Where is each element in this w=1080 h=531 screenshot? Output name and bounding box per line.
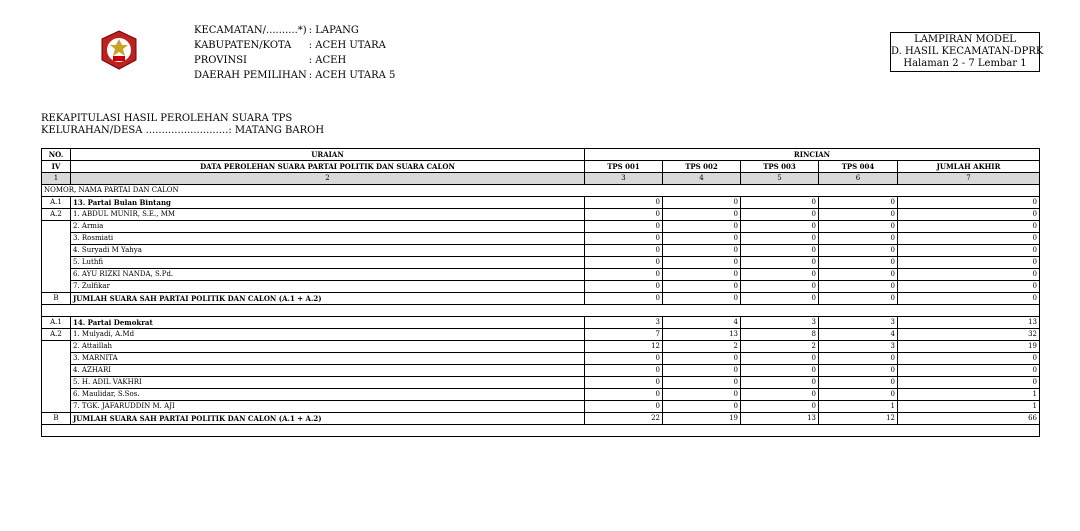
row-value: 0	[663, 281, 741, 293]
row-value: 3	[741, 317, 819, 329]
row-value: 0	[663, 245, 741, 257]
row-value: 0	[898, 233, 1040, 245]
row-value: 1	[898, 389, 1040, 401]
row-value: 0	[898, 353, 1040, 365]
row-value: 0	[898, 281, 1040, 293]
row-value: 0	[898, 221, 1040, 233]
row-value: 0	[898, 197, 1040, 209]
row-value: 32	[898, 329, 1040, 341]
row-value: 1	[898, 401, 1040, 413]
kpu-logo	[100, 30, 138, 70]
row-name: 14. Partai Demokrat	[71, 317, 585, 329]
lampiran-box	[890, 32, 1044, 72]
table-row	[42, 341, 1040, 353]
row-no	[42, 281, 71, 293]
row-value: 0	[741, 353, 819, 365]
row-no	[42, 245, 71, 257]
row-name: 4. AZHARI	[71, 365, 585, 377]
row-value: 0	[663, 365, 741, 377]
row-name: 5. Luthfi	[71, 257, 585, 269]
header-label: DAERAH PEMILIHAN	[194, 70, 307, 81]
row-value: 0	[819, 353, 898, 365]
col-index: 1	[42, 173, 71, 185]
row-value: 0	[741, 281, 819, 293]
row-value: 4	[819, 329, 898, 341]
col-index: 6	[819, 173, 898, 185]
lampiran-line-2: D. HASIL KECAMATAN-DPRK	[891, 46, 1044, 57]
row-name: 3. Rosmiati	[71, 233, 585, 245]
row-no: A.1	[42, 197, 71, 209]
col-header-5: JUMLAH AKHIR	[898, 161, 1040, 173]
row-value: 0	[663, 197, 741, 209]
row-no	[42, 365, 71, 377]
row-value: 0	[741, 401, 819, 413]
col-index: 7	[898, 173, 1040, 185]
row-value: 0	[819, 377, 898, 389]
row-value: 0	[819, 257, 898, 269]
row-name: 7. TGK. JAFARUDDIN M. AJI	[71, 401, 585, 413]
table-row	[42, 281, 1040, 293]
row-value: 12	[819, 413, 898, 425]
row-name: JUMLAH SUARA SAH PARTAI POLITIK DAN CALON (A.1 + A.2)	[71, 293, 585, 305]
row-name: 6. Maulidar, S.Sos.	[71, 389, 585, 401]
row-value: 0	[663, 293, 741, 305]
row-name: 5. H. ADIL VAKHRI	[71, 377, 585, 389]
header-row	[194, 39, 395, 52]
lampiran-line-1: LAMPIRAN MODEL	[914, 34, 1016, 45]
row-value: 0	[741, 269, 819, 281]
row-value: 66	[898, 413, 1040, 425]
row-value: 0	[819, 389, 898, 401]
row-value: 0	[741, 389, 819, 401]
row-no	[42, 353, 71, 365]
table-row	[42, 209, 1040, 221]
header-label: KABUPATEN/KOTA	[194, 40, 292, 51]
table-row	[42, 329, 1040, 341]
row-value: 0	[585, 353, 663, 365]
row-value: 0	[741, 257, 819, 269]
title-line-1: REKAPITULASI HASIL PEROLEHAN SUARA TPS	[41, 113, 293, 124]
header-label: PROVINSI	[194, 55, 248, 66]
row-value: 19	[663, 413, 741, 425]
table-row	[42, 401, 1040, 413]
row-value: 4	[663, 317, 741, 329]
row-value: 0	[663, 353, 741, 365]
table-row	[42, 365, 1040, 377]
row-value: 0	[819, 293, 898, 305]
row-value: 0	[741, 233, 819, 245]
row-value: 3	[585, 317, 663, 329]
row-value: 13	[898, 317, 1040, 329]
row-value: 0	[585, 233, 663, 245]
table-row	[42, 293, 1040, 305]
row-value: 0	[898, 365, 1040, 377]
row-value: 0	[819, 281, 898, 293]
row-value: 0	[898, 269, 1040, 281]
header-value: : ACEH	[308, 55, 347, 66]
row-value: 0	[819, 269, 898, 281]
col-rincian-header: RINCIAN	[585, 149, 1040, 161]
row-value: 0	[585, 389, 663, 401]
row-value: 0	[819, 221, 898, 233]
row-name: 2. Armia	[71, 221, 585, 233]
col-header-1: TPS 001	[585, 161, 663, 173]
row-value: 2	[741, 341, 819, 353]
row-name: 3. MARNITA	[71, 353, 585, 365]
col-data-header: DATA PEROLEHAN SUARA PARTAI POLITIK DAN SUARA CALON	[71, 161, 585, 173]
row-value: 0	[898, 245, 1040, 257]
row-value: 0	[819, 365, 898, 377]
header-value: : ACEH UTARA 5	[308, 70, 396, 81]
row-value: 0	[819, 209, 898, 221]
col-uraian-header: URAIAN	[71, 149, 585, 161]
col-header-2: TPS 002	[663, 161, 741, 173]
row-value: 13	[741, 413, 819, 425]
row-no: A.1	[42, 317, 71, 329]
row-no	[42, 269, 71, 281]
table-row	[42, 233, 1040, 245]
row-value: 0	[819, 197, 898, 209]
col-index: 3	[585, 173, 663, 185]
row-value: 0	[898, 377, 1040, 389]
row-value: 8	[741, 329, 819, 341]
table-row	[42, 353, 1040, 365]
row-value: 3	[819, 341, 898, 353]
table-row	[42, 269, 1040, 281]
row-no: B	[42, 413, 71, 425]
row-value: 0	[585, 269, 663, 281]
row-value: 2	[663, 341, 741, 353]
header-row	[194, 54, 395, 67]
row-no	[42, 341, 71, 353]
table-row	[42, 389, 1040, 401]
section-label: NOMOR, NAMA PARTAI DAN CALON	[42, 185, 1040, 197]
row-name: 1. ABDUL MUNIR, S.E., MM	[71, 209, 585, 221]
row-name: 7. Zulfikar	[71, 281, 585, 293]
table-row	[42, 197, 1040, 209]
row-value: 0	[663, 377, 741, 389]
vote-table	[41, 148, 1040, 437]
table-row	[42, 413, 1040, 425]
header-value: : ACEH UTARA	[308, 40, 386, 51]
spacer-cell	[42, 305, 1040, 317]
spacer-row	[42, 425, 1040, 437]
row-value: 0	[741, 209, 819, 221]
row-value: 1	[819, 401, 898, 413]
row-value: 0	[741, 221, 819, 233]
row-value: 0	[585, 221, 663, 233]
row-value: 0	[741, 377, 819, 389]
row-value: 0	[585, 281, 663, 293]
row-value: 0	[741, 293, 819, 305]
row-value: 0	[819, 233, 898, 245]
lampiran-line-3: Halaman 2 - 7 Lembar 1	[903, 58, 1027, 69]
row-value: 0	[663, 209, 741, 221]
row-no	[42, 377, 71, 389]
row-no: B	[42, 293, 71, 305]
title-line-2: KELURAHAN/DESA ..........................: MATANG BAROH	[41, 125, 325, 136]
row-no: A.2	[42, 329, 71, 341]
col-index: 5	[741, 173, 819, 185]
row-no: A.2	[42, 209, 71, 221]
table-row	[42, 245, 1040, 257]
header-value: : LAPANG	[308, 25, 359, 36]
row-value: 0	[585, 365, 663, 377]
row-value: 0	[585, 377, 663, 389]
col-index: 4	[663, 173, 741, 185]
row-no	[42, 233, 71, 245]
row-name: 2. Attaillah	[71, 341, 585, 353]
col-header-3: TPS 003	[741, 161, 819, 173]
row-value: 0	[663, 401, 741, 413]
row-value: 0	[663, 269, 741, 281]
col-iv-header: IV	[42, 161, 71, 173]
row-value: 13	[663, 329, 741, 341]
row-value: 0	[663, 221, 741, 233]
table-row	[42, 377, 1040, 389]
row-value: 0	[898, 257, 1040, 269]
table-row	[42, 221, 1040, 233]
row-no	[42, 257, 71, 269]
row-value: 0	[898, 209, 1040, 221]
row-no	[42, 221, 71, 233]
row-value: 0	[585, 257, 663, 269]
row-value: 0	[585, 401, 663, 413]
header-info	[192, 22, 397, 84]
row-value: 0	[663, 257, 741, 269]
row-name: 6. AYU RIZKI NANDA, S.Pd.	[71, 269, 585, 281]
row-no	[42, 389, 71, 401]
row-value: 0	[663, 233, 741, 245]
row-value: 7	[585, 329, 663, 341]
row-name: 4. Suryadi M Yahya	[71, 245, 585, 257]
row-name: 1. Mulyadi, A.Md	[71, 329, 585, 341]
header-label: KECAMATAN/..........*)	[194, 25, 307, 36]
row-value: 0	[585, 209, 663, 221]
header-row	[194, 24, 395, 37]
table-row	[42, 257, 1040, 269]
row-no	[42, 401, 71, 413]
row-value: 3	[819, 317, 898, 329]
row-value: 0	[585, 293, 663, 305]
row-value: 12	[585, 341, 663, 353]
row-value: 0	[663, 389, 741, 401]
header-row	[194, 69, 395, 82]
row-name: JUMLAH SUARA SAH PARTAI POLITIK DAN CALON (A.1 + A.2)	[71, 413, 585, 425]
section-row	[42, 185, 1040, 197]
row-value: 0	[898, 293, 1040, 305]
col-index: 2	[71, 173, 585, 185]
row-value: 0	[585, 197, 663, 209]
col-no-header: NO.	[42, 149, 71, 161]
row-value: 0	[741, 197, 819, 209]
row-value: 0	[819, 245, 898, 257]
document-title	[41, 113, 324, 137]
row-value: 22	[585, 413, 663, 425]
row-value: 0	[741, 365, 819, 377]
row-value: 0	[585, 245, 663, 257]
row-value: 19	[898, 341, 1040, 353]
table-row	[42, 317, 1040, 329]
row-name: 13. Partai Bulan Bintang	[71, 197, 585, 209]
row-value: 0	[741, 245, 819, 257]
spacer-cell	[42, 425, 1040, 437]
col-header-4: TPS 004	[819, 161, 898, 173]
spacer-row	[42, 305, 1040, 317]
